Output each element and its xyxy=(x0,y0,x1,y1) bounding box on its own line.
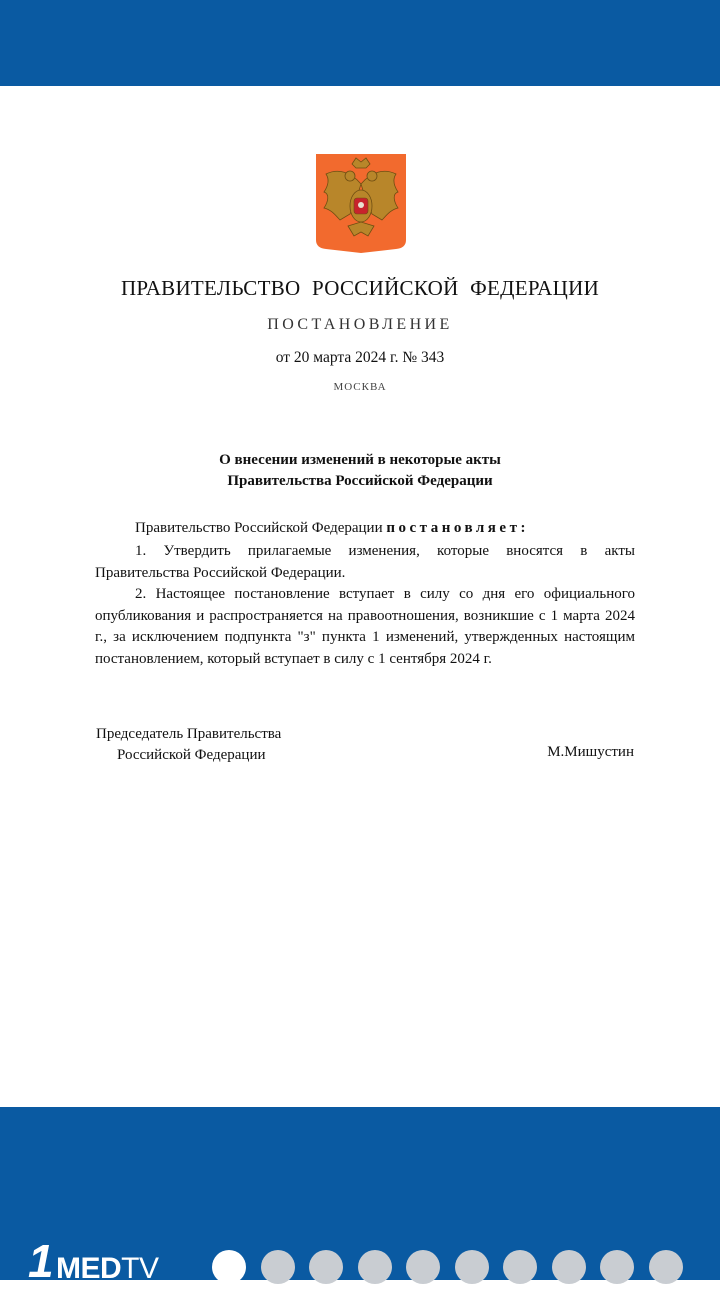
document-type: ПОСТАНОВЛЕНИЕ xyxy=(267,316,453,333)
resolution-item-2: 2. Настоящее постановление вступает в силу со дня его официального опубликования и распространяется на правоотношения, возникшие с 1 марта 2024 г., за исключением подпункта "з" пункта 1 изменений, утвержденных настоящим постановлением, который вступает в силу с 1 сентября 2024 г. xyxy=(95,586,635,667)
subject-line-1: О внесении изменений в некоторые акты xyxy=(219,452,501,468)
document-subject xyxy=(0,450,720,492)
pager-dot-10[interactable] xyxy=(649,1250,683,1284)
pager-dot-9[interactable] xyxy=(600,1250,634,1284)
resolution-intro xyxy=(95,518,635,540)
document-date-number: от 20 марта 2024 г. № 343 xyxy=(275,349,445,366)
russian-coat-of-arms-icon xyxy=(316,154,406,253)
brand-logo-tv: TV xyxy=(121,1252,159,1280)
pager-dot-5[interactable] xyxy=(406,1250,440,1284)
signatory-title-line-1: Председатель Правительства xyxy=(96,726,282,742)
signatory-title xyxy=(96,724,281,766)
brand-logo-one: 1 xyxy=(28,1238,54,1280)
pager-dot-3[interactable] xyxy=(309,1250,343,1284)
pager-dot-6[interactable] xyxy=(455,1250,489,1284)
government-title: ПРАВИТЕЛЬСТВО РОССИЙСКОЙ ФЕДЕРАЦИИ xyxy=(120,276,600,300)
pager-dot-8[interactable] xyxy=(552,1250,586,1284)
intro-text: Правительство Российской Федерации xyxy=(135,520,387,536)
signatory-title-line-2: Российской Федерации xyxy=(117,747,266,763)
resolution-item-1: 1. Утвердить прилагаемые изменения, которые вносятся в акты Правительства Российской Федерации. xyxy=(95,543,635,581)
pager-dot-1[interactable] xyxy=(212,1250,246,1284)
document-city: МОСКВА xyxy=(333,381,387,393)
top-banner xyxy=(0,0,720,86)
brand-logo-med: MED xyxy=(56,1252,122,1280)
pager-dot-7[interactable] xyxy=(503,1250,537,1284)
subject-line-2: Правительства Российской Федерации xyxy=(227,473,493,489)
pager-dot-2[interactable] xyxy=(261,1250,295,1284)
signatory-name: М.Мишустин xyxy=(547,744,634,760)
brand-logo xyxy=(28,1238,198,1280)
pager-dot-4[interactable] xyxy=(358,1250,392,1284)
intro-resolves: постановляет: xyxy=(386,520,529,536)
